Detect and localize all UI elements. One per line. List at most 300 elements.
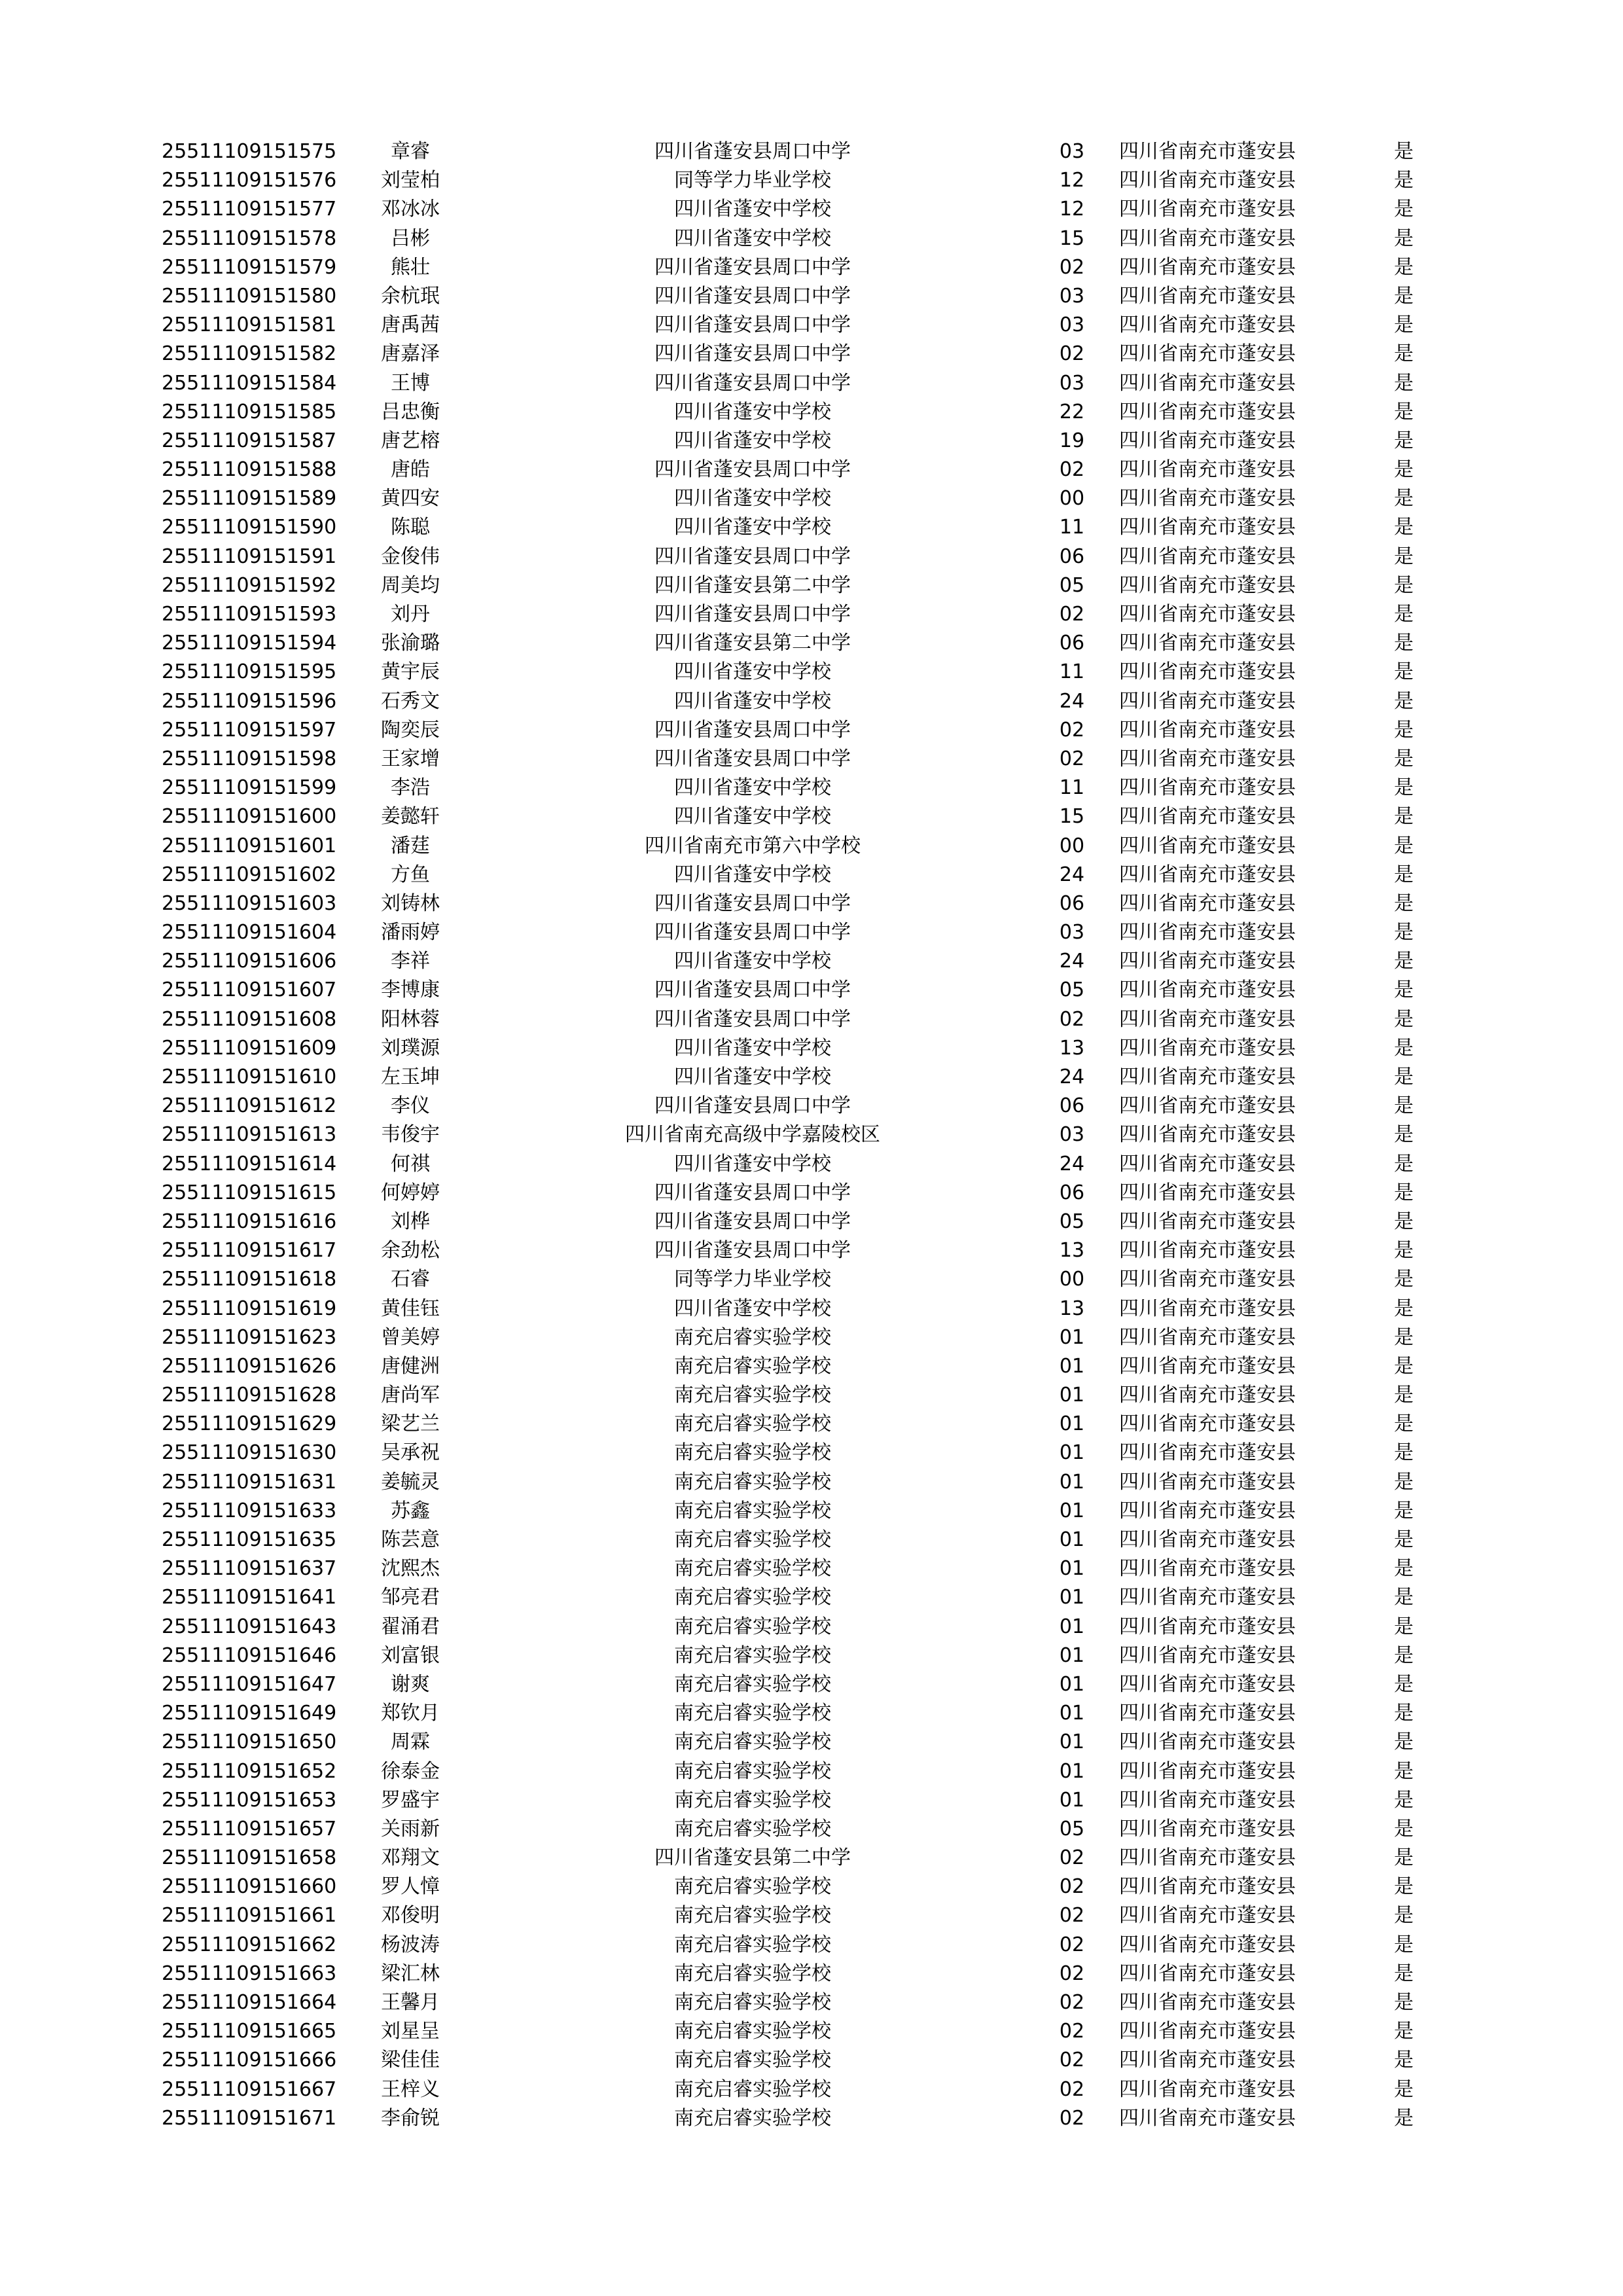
- student-id-cell: 25511109151609: [162, 1036, 337, 1060]
- student-id-cell: 25511109151643: [162, 1615, 337, 1638]
- school-name-cell: 四川省蓬安县第二中学: [654, 573, 851, 597]
- student-id-cell: 25511109151661: [162, 1904, 337, 1928]
- table-row: [0, 195, 1623, 224]
- school-name-cell: 四川省蓬安县周口中学: [654, 747, 851, 770]
- class-code-cell: 02: [1059, 458, 1085, 482]
- region-cell: 四川省南充市蓬安县: [1119, 1325, 1296, 1349]
- student-id-cell: 25511109151658: [162, 1846, 337, 1870]
- student-name-cell: 邓俊明: [381, 1904, 440, 1928]
- region-cell: 四川省南充市蓬安县: [1119, 2049, 1296, 2072]
- student-name-cell: 刘富银: [381, 1643, 440, 1667]
- status-flag-cell: 是: [1394, 284, 1414, 308]
- status-flag-cell: 是: [1394, 1875, 1414, 1899]
- status-flag-cell: 是: [1394, 1007, 1414, 1031]
- student-name-cell: 潘雨婷: [381, 921, 440, 944]
- region-cell: 四川省南充市蓬安县: [1119, 776, 1296, 800]
- school-name-cell: 四川省蓬安中学校: [674, 660, 831, 684]
- student-name-cell: 邹亮君: [381, 1586, 440, 1609]
- class-code-cell: 01: [1059, 1384, 1085, 1407]
- status-flag-cell: 是: [1394, 1354, 1414, 1378]
- status-flag-cell: 是: [1394, 429, 1414, 452]
- region-cell: 四川省南充市蓬安县: [1119, 921, 1296, 944]
- student-id-cell: 25511109151575: [162, 140, 337, 163]
- student-name-cell: 吴承祝: [381, 1441, 440, 1465]
- student-name-cell: 李祥: [391, 950, 430, 973]
- table-row: [0, 224, 1623, 253]
- region-cell: 四川省南充市蓬安县: [1119, 689, 1296, 713]
- student-name-cell: 徐泰金: [381, 1759, 440, 1783]
- table-row: [0, 2075, 1623, 2104]
- class-code-cell: 01: [1059, 1615, 1085, 1638]
- student-id-cell: 25511109151619: [162, 1297, 337, 1320]
- student-name-cell: 刘星呈: [381, 2020, 440, 2043]
- class-code-cell: 02: [1059, 1875, 1085, 1899]
- school-name-cell: 四川省蓬安中学校: [674, 487, 831, 511]
- class-code-cell: 13: [1059, 1297, 1085, 1320]
- school-name-cell: 四川省蓬安县第二中学: [654, 1846, 851, 1870]
- region-cell: 四川省南充市蓬安县: [1119, 747, 1296, 770]
- student-id-cell: 25511109151657: [162, 1817, 337, 1840]
- status-flag-cell: 是: [1394, 1702, 1414, 1725]
- class-code-cell: 03: [1059, 921, 1085, 944]
- class-code-cell: 24: [1059, 863, 1085, 886]
- class-code-cell: 06: [1059, 632, 1085, 655]
- student-name-cell: 唐嘉泽: [381, 342, 440, 366]
- school-name-cell: 四川省蓬安县周口中学: [654, 1210, 851, 1233]
- region-cell: 四川省南充市蓬安县: [1119, 516, 1296, 539]
- student-id-cell: 25511109151610: [162, 1066, 337, 1088]
- student-id-cell: 25511109151629: [162, 1412, 337, 1436]
- school-name-cell: 南充启睿实验学校: [674, 1384, 831, 1407]
- school-name-cell: 四川省蓬安中学校: [674, 226, 831, 250]
- status-flag-cell: 是: [1394, 140, 1414, 163]
- school-name-cell: 四川省蓬安中学校: [674, 1152, 831, 1175]
- class-code-cell: 01: [1059, 1470, 1085, 1494]
- class-code-cell: 24: [1059, 1066, 1085, 1088]
- table-row: [0, 1931, 1623, 1960]
- table-row: [0, 1526, 1623, 1554]
- class-code-cell: 03: [1059, 284, 1085, 308]
- table-row: [0, 1613, 1623, 1641]
- student-id-cell: 25511109151591: [162, 545, 337, 568]
- school-name-cell: 四川省蓬安县周口中学: [654, 284, 851, 308]
- student-name-cell: 谢爽: [391, 1672, 430, 1696]
- student-id-cell: 25511109151601: [162, 834, 337, 857]
- student-id-cell: 25511109151615: [162, 1181, 337, 1204]
- student-id-cell: 25511109151579: [162, 255, 337, 279]
- student-id-cell: 25511109151628: [162, 1384, 337, 1407]
- student-name-cell: 翟涌君: [381, 1615, 440, 1638]
- region-cell: 四川省南充市蓬安县: [1119, 255, 1296, 279]
- status-flag-cell: 是: [1394, 516, 1414, 539]
- status-flag-cell: 是: [1394, 1759, 1414, 1783]
- status-flag-cell: 是: [1394, 400, 1414, 423]
- status-flag-cell: 是: [1394, 1962, 1414, 1985]
- status-flag-cell: 是: [1394, 950, 1414, 973]
- student-name-cell: 邓翔文: [381, 1846, 440, 1870]
- status-flag-cell: 是: [1394, 1239, 1414, 1263]
- status-flag-cell: 是: [1394, 226, 1414, 250]
- class-code-cell: 01: [1059, 1412, 1085, 1436]
- student-name-cell: 梁佳佳: [381, 2049, 440, 2072]
- student-id-cell: 25511109151665: [162, 2020, 337, 2043]
- student-id-cell: 25511109151607: [162, 978, 337, 1002]
- class-code-cell: 15: [1059, 226, 1085, 250]
- status-flag-cell: 是: [1394, 1325, 1414, 1349]
- region-cell: 四川省南充市蓬安县: [1119, 545, 1296, 568]
- class-code-cell: 02: [1059, 1904, 1085, 1928]
- school-name-cell: 南充启睿实验学校: [674, 1528, 831, 1551]
- table-row: [0, 1236, 1623, 1265]
- school-name-cell: 四川省蓬安中学校: [674, 805, 831, 829]
- class-code-cell: 03: [1059, 314, 1085, 337]
- table-row: [0, 166, 1623, 195]
- table-row: [0, 2046, 1623, 2075]
- school-name-cell: 四川省蓬安县周口中学: [654, 371, 851, 395]
- table-row: [0, 282, 1623, 311]
- class-code-cell: 02: [1059, 1007, 1085, 1031]
- region-cell: 四川省南充市蓬安县: [1119, 573, 1296, 597]
- class-code-cell: 02: [1059, 342, 1085, 366]
- school-name-cell: 四川省蓬安县周口中学: [654, 1181, 851, 1204]
- school-name-cell: 四川省蓬安县周口中学: [654, 891, 851, 915]
- status-flag-cell: 是: [1394, 1788, 1414, 1812]
- region-cell: 四川省南充市蓬安县: [1119, 1239, 1296, 1263]
- region-cell: 四川省南充市蓬安县: [1119, 632, 1296, 655]
- student-name-cell: 唐皓: [391, 458, 430, 482]
- table-row: [0, 2017, 1623, 2046]
- status-flag-cell: 是: [1394, 487, 1414, 511]
- status-flag-cell: 是: [1394, 169, 1414, 192]
- table-row: [0, 832, 1623, 861]
- student-id-cell: 25511109151594: [162, 632, 337, 655]
- region-cell: 四川省南充市蓬安县: [1119, 1297, 1296, 1320]
- student-name-cell: 黄四安: [381, 487, 440, 511]
- student-id-cell: 25511109151641: [162, 1586, 337, 1609]
- student-id-cell: 25511109151649: [162, 1702, 337, 1725]
- region-cell: 四川省南充市蓬安县: [1119, 400, 1296, 423]
- status-flag-cell: 是: [1394, 1731, 1414, 1754]
- status-flag-cell: 是: [1394, 1672, 1414, 1696]
- student-name-cell: 王馨月: [381, 1991, 440, 2014]
- table-row: [0, 1439, 1623, 1467]
- class-code-cell: 02: [1059, 2049, 1085, 2072]
- table-row: [0, 1960, 1623, 1988]
- class-code-cell: 02: [1059, 1846, 1085, 1870]
- class-code-cell: 02: [1059, 2106, 1085, 2130]
- region-cell: 四川省南充市蓬安县: [1119, 603, 1296, 626]
- student-id-cell: 25511109151618: [162, 1268, 337, 1291]
- class-code-cell: 11: [1059, 516, 1085, 539]
- class-code-cell: 01: [1059, 1643, 1085, 1667]
- student-id-cell: 25511109151582: [162, 342, 337, 366]
- student-id-cell: 25511109151612: [162, 1094, 337, 1118]
- school-name-cell: 南充启睿实验学校: [674, 1470, 831, 1494]
- region-cell: 四川省南充市蓬安县: [1119, 458, 1296, 482]
- class-code-cell: 02: [1059, 255, 1085, 279]
- table-row: [0, 1786, 1623, 1815]
- class-code-cell: 03: [1059, 1123, 1085, 1147]
- student-id-cell: 25511109151593: [162, 603, 337, 626]
- region-cell: 四川省南充市蓬安县: [1119, 1268, 1296, 1291]
- status-flag-cell: 是: [1394, 458, 1414, 482]
- student-name-cell: 唐健洲: [381, 1354, 440, 1378]
- table-row: [0, 1034, 1623, 1063]
- table-row: [0, 137, 1623, 166]
- status-flag-cell: 是: [1394, 2077, 1414, 2101]
- table-row: [0, 253, 1623, 282]
- table-row: [0, 1121, 1623, 1149]
- class-code-cell: 01: [1059, 1731, 1085, 1754]
- table-row: [0, 513, 1623, 542]
- student-id-cell: 25511109151597: [162, 718, 337, 742]
- class-code-cell: 02: [1059, 747, 1085, 770]
- table-row: [0, 1988, 1623, 2017]
- student-name-cell: 周美均: [381, 573, 440, 597]
- student-name-cell: 何祺: [391, 1152, 430, 1175]
- school-name-cell: 四川省蓬安中学校: [674, 689, 831, 713]
- student-id-cell: 25511109151663: [162, 1962, 337, 1985]
- table-row: [0, 745, 1623, 774]
- student-list-table: [0, 137, 1623, 2133]
- student-name-cell: 李浩: [391, 776, 430, 800]
- table-row: [0, 1410, 1623, 1439]
- status-flag-cell: 是: [1394, 1412, 1414, 1436]
- region-cell: 四川省南充市蓬安县: [1119, 1412, 1296, 1436]
- student-id-cell: 25511109151626: [162, 1354, 337, 1378]
- table-row: [0, 427, 1623, 456]
- class-code-cell: 06: [1059, 1181, 1085, 1204]
- student-name-cell: 李仪: [391, 1094, 430, 1118]
- school-name-cell: 南充启睿实验学校: [674, 2106, 831, 2130]
- table-row: [0, 1901, 1623, 1930]
- table-row: [0, 1179, 1623, 1208]
- student-name-cell: 苏鑫: [391, 1499, 430, 1522]
- school-name-cell: 南充启睿实验学校: [674, 1412, 831, 1436]
- status-flag-cell: 是: [1394, 718, 1414, 742]
- student-name-cell: 梁艺兰: [381, 1412, 440, 1436]
- class-code-cell: 06: [1059, 545, 1085, 568]
- region-cell: 四川省南充市蓬安县: [1119, 1615, 1296, 1638]
- status-flag-cell: 是: [1394, 1817, 1414, 1840]
- school-name-cell: 南充启睿实验学校: [674, 1875, 831, 1899]
- table-row: [0, 398, 1623, 427]
- class-code-cell: 02: [1059, 603, 1085, 626]
- school-name-cell: 四川省蓬安县周口中学: [654, 342, 851, 366]
- school-name-cell: 四川省蓬安中学校: [674, 516, 831, 539]
- class-code-cell: 11: [1059, 660, 1085, 684]
- region-cell: 四川省南充市蓬安县: [1119, 140, 1296, 163]
- student-id-cell: 25511109151652: [162, 1759, 337, 1783]
- school-name-cell: 四川省蓬安县第二中学: [654, 632, 851, 655]
- student-name-cell: 王梓义: [381, 2077, 440, 2101]
- class-code-cell: 01: [1059, 1586, 1085, 1609]
- class-code-cell: 01: [1059, 1557, 1085, 1581]
- school-name-cell: 南充启睿实验学校: [674, 1643, 831, 1667]
- student-id-cell: 25511109151576: [162, 169, 337, 192]
- student-name-cell: 邓冰冰: [381, 198, 440, 221]
- student-id-cell: 25511109151598: [162, 747, 337, 770]
- student-id-cell: 25511109151584: [162, 371, 337, 395]
- table-row: [0, 456, 1623, 484]
- student-id-cell: 25511109151592: [162, 573, 337, 597]
- student-name-cell: 余杭珉: [381, 284, 440, 308]
- region-cell: 四川省南充市蓬安县: [1119, 284, 1296, 308]
- table-row: [0, 484, 1623, 513]
- status-flag-cell: 是: [1394, 1123, 1414, 1147]
- region-cell: 四川省南充市蓬安县: [1119, 1788, 1296, 1812]
- region-cell: 四川省南充市蓬安县: [1119, 1643, 1296, 1667]
- table-row: [0, 1150, 1623, 1179]
- school-name-cell: 南充启睿实验学校: [674, 1615, 831, 1638]
- student-id-cell: 25511109151662: [162, 1933, 337, 1956]
- table-row: [0, 1815, 1623, 1844]
- school-name-cell: 四川省蓬安县周口中学: [654, 140, 851, 163]
- student-id-cell: 25511109151653: [162, 1788, 337, 1812]
- student-id-cell: 25511109151671: [162, 2106, 337, 2130]
- class-code-cell: 01: [1059, 1499, 1085, 1522]
- region-cell: 四川省南充市蓬安县: [1119, 1846, 1296, 1870]
- region-cell: 四川省南充市蓬安县: [1119, 1123, 1296, 1147]
- student-id-cell: 25511109151587: [162, 429, 337, 452]
- school-name-cell: 南充启睿实验学校: [674, 2049, 831, 2072]
- status-flag-cell: 是: [1394, 1615, 1414, 1638]
- table-row: [0, 1583, 1623, 1612]
- school-name-cell: 四川省蓬安中学校: [674, 1036, 831, 1060]
- status-flag-cell: 是: [1394, 2106, 1414, 2130]
- student-id-cell: 25511109151660: [162, 1875, 337, 1899]
- table-row: [0, 1063, 1623, 1092]
- status-flag-cell: 是: [1394, 1094, 1414, 1118]
- class-code-cell: 13: [1059, 1036, 1085, 1060]
- region-cell: 四川省南充市蓬安县: [1119, 314, 1296, 337]
- region-cell: 四川省南充市蓬安县: [1119, 1066, 1296, 1088]
- region-cell: 四川省南充市蓬安县: [1119, 863, 1296, 886]
- table-row: [0, 976, 1623, 1005]
- class-code-cell: 02: [1059, 1933, 1085, 1956]
- student-name-cell: 陈芸意: [381, 1528, 440, 1551]
- student-id-cell: 25511109151581: [162, 314, 337, 337]
- student-name-cell: 曾美婷: [381, 1325, 440, 1349]
- table-row: [0, 1265, 1623, 1294]
- student-name-cell: 方鱼: [391, 863, 430, 886]
- region-cell: 四川省南充市蓬安县: [1119, 1528, 1296, 1551]
- region-cell: 四川省南充市蓬安县: [1119, 1933, 1296, 1956]
- student-id-cell: 25511109151577: [162, 198, 337, 221]
- class-code-cell: 19: [1059, 429, 1085, 452]
- table-row: [0, 1352, 1623, 1381]
- school-name-cell: 南充启睿实验学校: [674, 1325, 831, 1349]
- table-row: [0, 1699, 1623, 1728]
- table-row: [0, 311, 1623, 340]
- student-name-cell: 韦俊宇: [381, 1123, 440, 1147]
- class-code-cell: 12: [1059, 169, 1085, 192]
- student-name-cell: 刘璞源: [381, 1036, 440, 1060]
- school-name-cell: 四川省蓬安中学校: [674, 950, 831, 973]
- school-name-cell: 南充启睿实验学校: [674, 1933, 831, 1956]
- student-name-cell: 何婷婷: [381, 1181, 440, 1204]
- student-name-cell: 罗人慞: [381, 1875, 440, 1899]
- class-code-cell: 00: [1059, 487, 1085, 511]
- student-name-cell: 阳林蓉: [381, 1007, 440, 1031]
- school-name-cell: 同等学力毕业学校: [674, 1268, 831, 1291]
- student-name-cell: 黄宇辰: [381, 660, 440, 684]
- class-code-cell: 01: [1059, 1788, 1085, 1812]
- region-cell: 四川省南充市蓬安县: [1119, 1586, 1296, 1609]
- region-cell: 四川省南充市蓬安县: [1119, 1991, 1296, 2014]
- school-name-cell: 南充启睿实验学校: [674, 2020, 831, 2043]
- table-row: [0, 1844, 1623, 1873]
- status-flag-cell: 是: [1394, 573, 1414, 597]
- status-flag-cell: 是: [1394, 863, 1414, 886]
- table-row: [0, 658, 1623, 687]
- school-name-cell: 四川省蓬安县周口中学: [654, 458, 851, 482]
- school-name-cell: 四川省蓬安县周口中学: [654, 603, 851, 626]
- school-name-cell: 四川省蓬安县周口中学: [654, 921, 851, 944]
- status-flag-cell: 是: [1394, 747, 1414, 770]
- student-id-cell: 25511109151603: [162, 891, 337, 915]
- region-cell: 四川省南充市蓬安县: [1119, 429, 1296, 452]
- region-cell: 四川省南充市蓬安县: [1119, 978, 1296, 1002]
- class-code-cell: 05: [1059, 1817, 1085, 1840]
- school-name-cell: 四川省蓬安县周口中学: [654, 314, 851, 337]
- student-name-cell: 周霖: [391, 1731, 430, 1754]
- status-flag-cell: 是: [1394, 1384, 1414, 1407]
- status-flag-cell: 是: [1394, 1643, 1414, 1667]
- status-flag-cell: 是: [1394, 891, 1414, 915]
- class-code-cell: 01: [1059, 1441, 1085, 1465]
- table-row: [0, 687, 1623, 716]
- status-flag-cell: 是: [1394, 255, 1414, 279]
- school-name-cell: 南充启睿实验学校: [674, 1354, 831, 1378]
- region-cell: 四川省南充市蓬安县: [1119, 342, 1296, 366]
- status-flag-cell: 是: [1394, 660, 1414, 684]
- student-name-cell: 刘桦: [391, 1210, 430, 1233]
- region-cell: 四川省南充市蓬安县: [1119, 660, 1296, 684]
- table-row: [0, 889, 1623, 918]
- status-flag-cell: 是: [1394, 1152, 1414, 1175]
- region-cell: 四川省南充市蓬安县: [1119, 1557, 1296, 1581]
- region-cell: 四川省南充市蓬安县: [1119, 834, 1296, 857]
- student-name-cell: 沈熙杰: [381, 1557, 440, 1581]
- region-cell: 四川省南充市蓬安县: [1119, 1875, 1296, 1899]
- status-flag-cell: 是: [1394, 921, 1414, 944]
- school-name-cell: 南充启睿实验学校: [674, 1759, 831, 1783]
- status-flag-cell: 是: [1394, 689, 1414, 713]
- status-flag-cell: 是: [1394, 2020, 1414, 2043]
- school-name-cell: 南充启睿实验学校: [674, 1962, 831, 1985]
- class-code-cell: 05: [1059, 1210, 1085, 1233]
- table-row: [0, 600, 1623, 629]
- student-id-cell: 25511109151600: [162, 805, 337, 829]
- student-name-cell: 吕忠衡: [381, 400, 440, 423]
- region-cell: 四川省南充市蓬安县: [1119, 805, 1296, 829]
- student-name-cell: 郑钦月: [381, 1702, 440, 1725]
- school-name-cell: 四川省南充市第六中学校: [645, 834, 861, 857]
- table-row: [0, 947, 1623, 976]
- region-cell: 四川省南充市蓬安县: [1119, 1094, 1296, 1118]
- table-row: [0, 571, 1623, 600]
- student-id-cell: 25511109151635: [162, 1528, 337, 1551]
- region-cell: 四川省南充市蓬安县: [1119, 487, 1296, 511]
- class-code-cell: 01: [1059, 1528, 1085, 1551]
- school-name-cell: 四川省蓬安县周口中学: [654, 718, 851, 742]
- student-id-cell: 25511109151613: [162, 1123, 337, 1147]
- status-flag-cell: 是: [1394, 1557, 1414, 1581]
- table-row: [0, 1295, 1623, 1323]
- student-id-cell: 25511109151637: [162, 1557, 337, 1581]
- school-name-cell: 南充启睿实验学校: [674, 1904, 831, 1928]
